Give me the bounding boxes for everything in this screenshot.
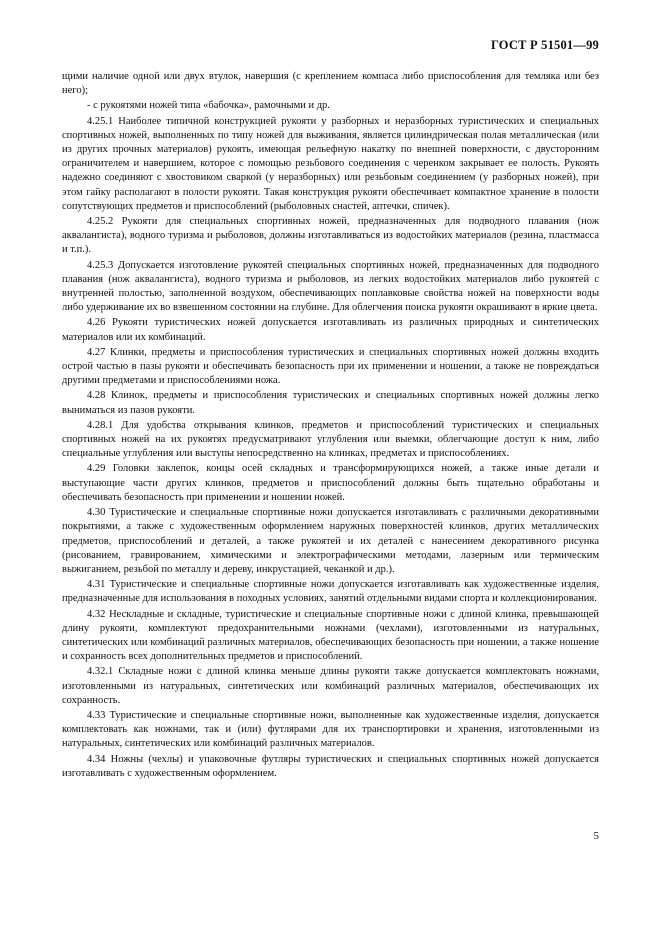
paragraph: 4.30 Туристические и специальные спортивные ножи допускается изготавливать с различными декоративными покрытиями, а также с художественным оформлением наружных поверхностей клинков, других металлических предметов, приспособлений и деталей, а также рукоятей и их деталей с нанесением декоративного рисунка (рисованием, гравированием, химическими и электрографическими методами, лазерным или термическим выжиганием, резьбой по металлу и дереву, инкрустацией, чеканкой и др.). xyxy=(62,507,599,575)
paragraph: 4.25.3 Допускается изготовление рукоятей специальных спортивных ножей, предназначенных для подводного плавания (нож аквалангиста), водного туризма и рыболовов, из легких водостойких материалов либо рукоятей с внутренней полостью, заполненной воздухом, обеспечивающих поплавковые свойства ножей на поверхности воды либо удерживание их во взвешенном состоянии на глубине. Для облегчения поиска рукояти окрашивают в яркие цвета. xyxy=(62,259,599,314)
paragraph: 4.32.1 Складные ножи с длиной клинка меньше длины рукояти также допускается комплектовать ножнами, изготовленными из натуральных, синтетических или комбинаций различных материалов, обеспечивающих их сохранность. xyxy=(62,666,599,706)
standard-code-header: ГОСТ Р 51501—99 xyxy=(490,38,599,52)
paragraph: 4.28 Клинок, предметы и приспособления туристических и специальных спортивных ножей должны легко выниматься из пазов рукояти. xyxy=(62,390,599,416)
paragraph: 4.26 Рукояти туристических ножей допускается изготавливать из различных природных и синтетических материалов или их комбинаций. xyxy=(62,317,599,343)
paragraph: 4.27 Клинки, предметы и приспособления туристических и специальных спортивных ножей должны входить острой частью в пазы рукояти и обеспечивать безопасность при их применении и ношении, а также не повреждаться другими предметами и приспособлениями ножа. xyxy=(62,346,599,387)
page-number: 5 xyxy=(593,830,599,842)
paragraph: 4.25.2 Рукояти для специальных спортивных ножей, предназначенных для подводного плавания (нож аквалангиста), водного туризма и рыболовов, должны изготавливаться из водостойких материалов (резина, пластмасса и т.п.). xyxy=(62,216,599,256)
body-text xyxy=(62,70,599,782)
paragraph: 4.32 Нескладные и складные, туристические и специальные спортивные ножи с длиной клинка, превышающей длину рукояти, комплектуют предохранительными ножнами (чехлами), изготовленными из натуральных, синтетических или комбинаций различных материалов, обеспечивающих безопасность при ношении, а также ношение и сохранность всех дополнительных предметов и приспособлений. xyxy=(62,608,599,663)
paragraph: щими наличие одной или двух втулок, навершия (с креплением компаса либо приспособления для темляка или без него); xyxy=(62,71,599,97)
paragraph: 4.34 Ножны (чехлы) и упаковочные футляры туристических и специальных спортивных ножей допускается изготавливать с художественным оформлением. xyxy=(62,753,599,779)
paragraph: 4.33 Туристические и специальные спортивные ножи, выполненные как художественные изделия, допускается комплектовать как ножнами, так и (или) футлярами для их транспортировки и хранения, изготовленными из натуральных, синтетических или комбинаций различных материалов. xyxy=(62,709,599,750)
paragraph: 4.29 Головки заклепок, концы осей складных и трансформирующихся ножей, а также иные детали и выступающие части других клинков, предметов и приспособлений должны быть тщательно обработаны и обеспечивать безопасность при применении и ношении ножей. xyxy=(62,463,599,503)
paragraph: - с рукоятями ножей типа «бабочка», рамочными и др. xyxy=(87,100,330,112)
paragraph: 4.28.1 Для удобства открывания клинков, предметов и приспособлений туристических и специальных спортивных ножей на их рукоятях предусматривают углубления или выемки, облегчающие доступ к ним, либо специальные углубления или выступы непосредственно на клинках, предметах и приспособлениях. xyxy=(62,419,599,460)
paragraph: 4.31 Туристические и специальные спортивные ножи допускается изготавливать как художественные изделия, предназначенные для использования в походных условиях, занятий отдельными видами спорта и коллекционирования. xyxy=(62,579,599,605)
paragraph: 4.25.1 Наиболее типичной конструкцией рукояти у разборных и неразборных туристических и специальных спортивных ножей, выполненных по типу ножей для выживания, является цилиндрическая полая металлическая (или из других прочных материалов) рукоять, имеющая рельефную накатку по внешней поверхности, с двусторонним ограничителем и навершием, которое с помощью резьбового соединения с черенком закрывает ее полость. Рукоять надежно соединяют с хвостовиком сваркой (у неразборных) или резьбовым соединением (у разборных ножей), при этом гайку располагают в полости рукояти. Такая конструкция рукояти обеспечивает компактное хранение в полости сопутствующих предметов и приспособлений (рыболовных снастей, аптечки, спичек). xyxy=(62,115,599,212)
